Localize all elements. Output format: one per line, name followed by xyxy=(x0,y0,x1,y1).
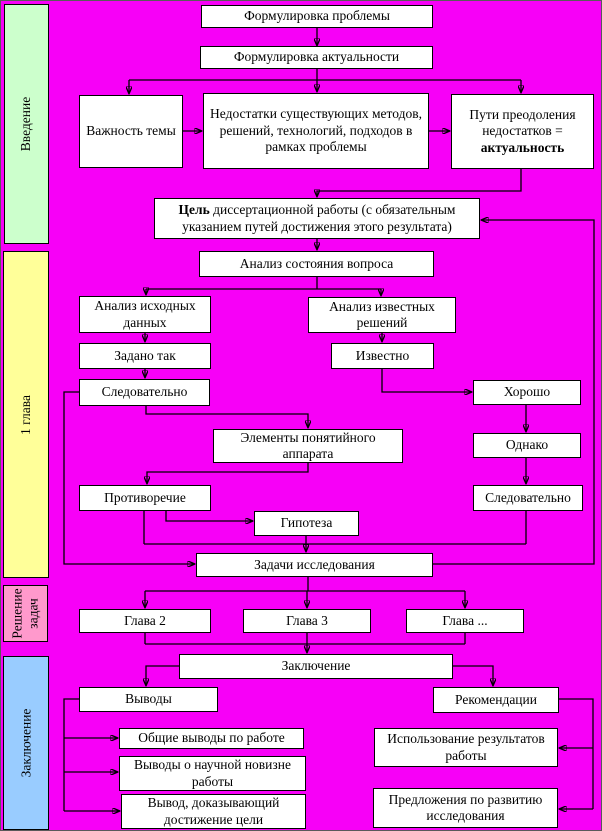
node-findings: Выводы xyxy=(79,687,218,712)
node-given: Задано так xyxy=(79,343,211,369)
node-therefore-right: Следовательно xyxy=(473,485,583,511)
sidebar-label-introduction: Введение xyxy=(18,96,34,152)
sidebar-section-task-solving xyxy=(3,585,48,642)
node-state-analysis: Анализ состояния вопроса xyxy=(199,251,434,277)
sidebar-label-conclusion: Заключение xyxy=(18,708,34,778)
sidebar-section-conclusion xyxy=(3,656,49,830)
node-relevance: Формулировка актуальности xyxy=(200,46,433,69)
node-known-solutions-analysis: Анализ известных решений xyxy=(308,297,456,333)
node-contradiction: Противоречие xyxy=(79,485,211,511)
sidebar-section-introduction xyxy=(4,4,49,244)
node-known: Известно xyxy=(331,343,434,369)
node-novelty-findings: Выводы о научной новизне работы xyxy=(119,756,306,791)
node-research-development: Предложения по развитию исследования xyxy=(373,788,558,828)
node-goal-proof: Вывод, доказывающий достижение цели xyxy=(121,794,306,829)
node-chapter-3: Глава 3 xyxy=(243,609,371,633)
node-results-use: Использование результатов работы xyxy=(374,728,558,767)
node-hypothesis: Гипотеза xyxy=(254,511,359,536)
sidebar-label-chapter-1: 1 глава xyxy=(18,394,33,435)
node-topic-importance: Важность темы xyxy=(79,95,183,168)
node-shortcomings: Недостатки существующих методов, решений, технологий, подходов в рамках проблемы xyxy=(203,93,429,169)
node-problem: Формулировка проблемы xyxy=(201,5,433,28)
node-initial-data-analysis: Анализ исходных данных xyxy=(79,296,211,333)
node-ways-to-overcome: Пути преодоления недостатков = актуальность xyxy=(451,94,594,169)
node-conceptual-elements: Элементы понятийного аппарата xyxy=(213,429,403,463)
sidebar-label-task-solving: Решение задач xyxy=(9,588,41,639)
node-research-tasks: Задачи исследования xyxy=(196,553,433,577)
node-recommendations: Рекомендации xyxy=(433,687,559,713)
node-good: Хорошо xyxy=(473,380,581,405)
node-chapter-more: Глава ... xyxy=(406,609,524,633)
node-conclusion: Заключение xyxy=(179,654,453,679)
node-goal: Цель диссертационной работы (с обязательным указанием путей достижения этого результата) xyxy=(154,198,480,239)
sidebar-section-chapter-1 xyxy=(3,251,49,578)
node-however: Однако xyxy=(473,433,581,458)
node-chapter-2: Глава 2 xyxy=(79,609,211,633)
node-general-findings: Общие выводы по работе xyxy=(119,728,304,749)
node-therefore-left: Следовательно xyxy=(79,379,210,406)
